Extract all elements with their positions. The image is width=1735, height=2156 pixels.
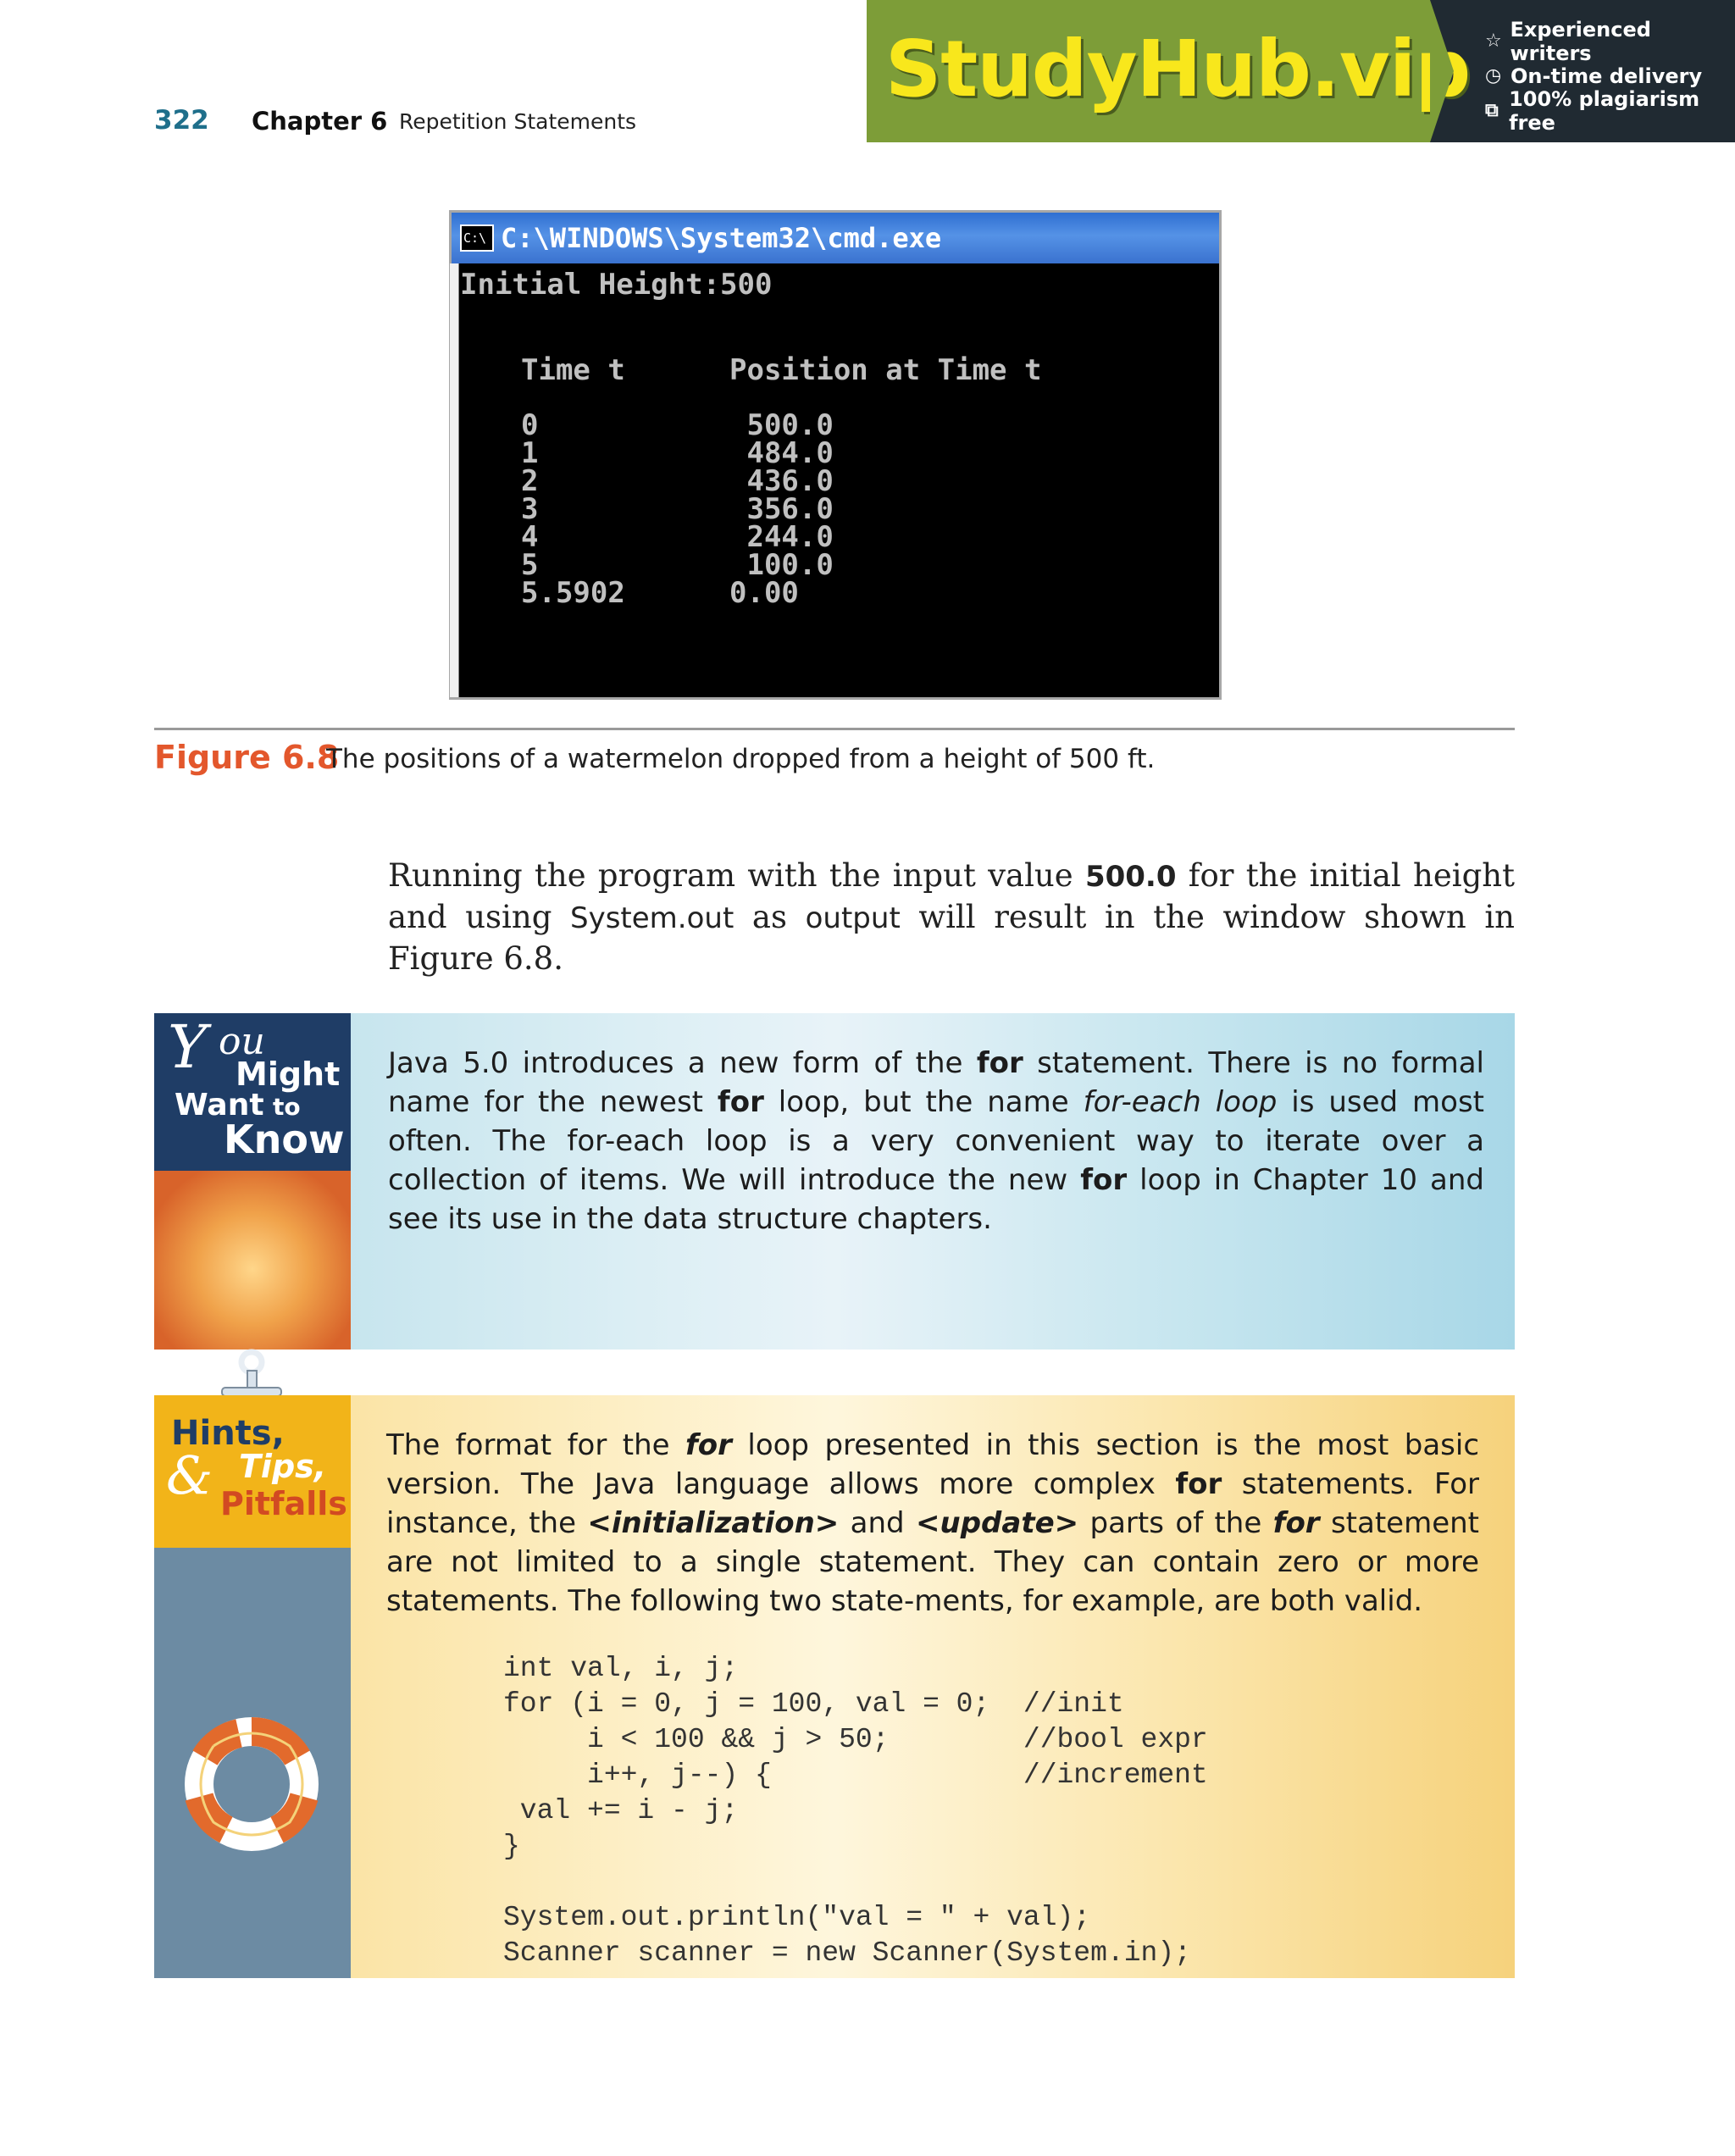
initial-height-line: Initial Height:500 [460,268,773,302]
banner-features [1485,17,1735,135]
system-out-term: System.out [570,901,734,935]
htp-text [386,1426,1479,1621]
htp-text-part: parts of the [1078,1506,1273,1540]
position-value: 244.0 [729,520,834,554]
position-value: 500.0 [729,408,834,442]
htp-text-part: and [839,1506,916,1540]
banner-feature-label: Experienced writers [1510,17,1651,65]
htp-title-tips: Tips, [239,1448,327,1485]
ymwk-text-part: loop in Chapter 10 and see its use in the data structure chapters. [388,1163,1485,1236]
for-each-term: for-each loop [1083,1085,1278,1119]
code-line: val += i - j; [503,1795,739,1826]
body-text: Running the program with the input value [388,857,1085,894]
you-might-want-to-know-box [154,1013,1515,1350]
position-value: 436.0 [729,464,834,498]
body-text: for the initial height and using [388,857,1515,935]
ymwk-title-want: Want [175,1088,264,1122]
time-value: 1 [521,436,539,470]
chapter-title: Repetition Statements [399,109,637,134]
code-line: int val, i, j; [503,1653,739,1684]
code-line: System.out.println("val = " + val); [503,1902,1091,1933]
body-text: will result in the window shown in Figure 6.8. [388,899,1515,977]
htp-title-block [154,1395,351,1548]
for-keyword: for [1175,1467,1222,1501]
ymwk-text-part: Java 5.0 introduces a new form of the [388,1046,977,1080]
code-line: Scanner scanner = new Scanner(System.in); [503,1937,1191,1969]
copy-icon: ⧉ [1485,100,1499,121]
star-icon: ☆ [1485,30,1502,52]
htp-image-block [154,1548,351,1978]
ymwk-sidebar [154,1013,351,1350]
ymwk-title-y: Y [168,1012,208,1082]
htp-text-part: statement are not limited to a single statement. They can contain zero or more statements. The following two state-ments, for example, are both valid. [386,1506,1480,1618]
for-keyword: for [1080,1163,1128,1197]
cmd-titlebar [452,213,1219,263]
time-value: 0 [521,408,539,442]
body-paragraph [388,856,1515,978]
code-example [503,1651,1208,1971]
htp-title-amp: & [166,1444,213,1506]
output-term: output [805,901,901,935]
htp-text-part: The format for the [386,1428,686,1462]
chapter-label: Chapter 6 [252,107,388,136]
input-value: 500.0 [1084,860,1177,894]
cmd-window-title: C:\WINDOWS\System32\cmd.exe [501,222,942,254]
figure-rule [154,728,1515,730]
for-keyword: for [717,1085,764,1119]
code-line [503,1865,1208,1900]
code-line: i < 100 && j > 50; //bool expr [503,1724,1208,1755]
studyhub-banner[interactable] [867,0,1735,142]
position-header: Position at Time t [729,353,1042,387]
htp-text-part: loop presented in this section is the most basic version. The Java language allows more complex [386,1428,1480,1501]
position-value: 356.0 [729,492,834,526]
banner-feature-label: 100% plagiarism free [1509,86,1700,135]
banner-feature [1485,17,1735,65]
banner-logo-panel [867,0,1471,142]
clock-icon: ◷ [1485,65,1502,86]
htp-title-pitfalls: Pitfalls [220,1485,347,1522]
ymwk-title-ou: ou [219,1020,265,1063]
time-value: 3 [521,492,539,526]
time-value: 5.5902 [521,576,625,610]
htp-text-part: statements. For instance, the [386,1467,1480,1540]
time-value: 4 [521,520,539,554]
code-line: for (i = 0, j = 100, val = 0; //init [503,1688,1124,1720]
update-term: <update> [916,1506,1079,1540]
hints-tips-pitfalls-box [154,1395,1515,1978]
time-value: 2 [521,464,539,498]
for-keyword: for [1272,1506,1320,1540]
time-header: Time t [521,353,625,387]
banner-arrow [1430,0,1454,142]
ymwk-title-might: Might [236,1056,341,1093]
code-line: i++, j--) { //increment [503,1760,1208,1791]
cmd-system-icon: C:\ [460,224,494,252]
time-value: 5 [521,548,539,582]
code-line: } [503,1831,520,1862]
page-number: 322 [154,105,209,136]
body-text: as [734,899,806,935]
ymwk-title-know: Know [224,1117,345,1162]
ymwk-title-to: to [273,1093,301,1121]
figure-label: Figure 6.8 [154,739,340,776]
ymwk-text-part: statement. There is no formal name for the newest [388,1046,1485,1119]
cmd-scrollbar-edge [450,263,459,697]
position-value: 0.00 [729,576,799,610]
cmd-output [460,268,1042,610]
ymwk-text [388,1044,1484,1239]
ymwk-image-block [154,1171,351,1350]
for-keyword: for [685,1428,732,1462]
position-value: 484.0 [729,436,834,470]
htp-title-hints: Hints, [171,1414,285,1453]
studyhub-logo: StudyHub.vip [885,24,1471,114]
figure-caption: The positions of a watermelon dropped from a height of 500 ft. [326,744,1156,774]
position-value: 100.0 [729,548,834,582]
life-ring-icon [180,1712,324,1856]
ymwk-text-part: is used most often. The for-each loop is a very convenient way to iterate over a collection of items. We will introduce the new [388,1085,1485,1197]
ymwk-text-part: loop, but the name [763,1085,1084,1119]
banner-feature-label: On-time delivery [1511,64,1703,88]
banner-feature [1485,86,1735,135]
for-keyword: for [976,1046,1023,1080]
initialization-term: <initialization> [587,1506,840,1540]
cmd-window [449,210,1222,700]
ymwk-title-block [154,1013,351,1171]
